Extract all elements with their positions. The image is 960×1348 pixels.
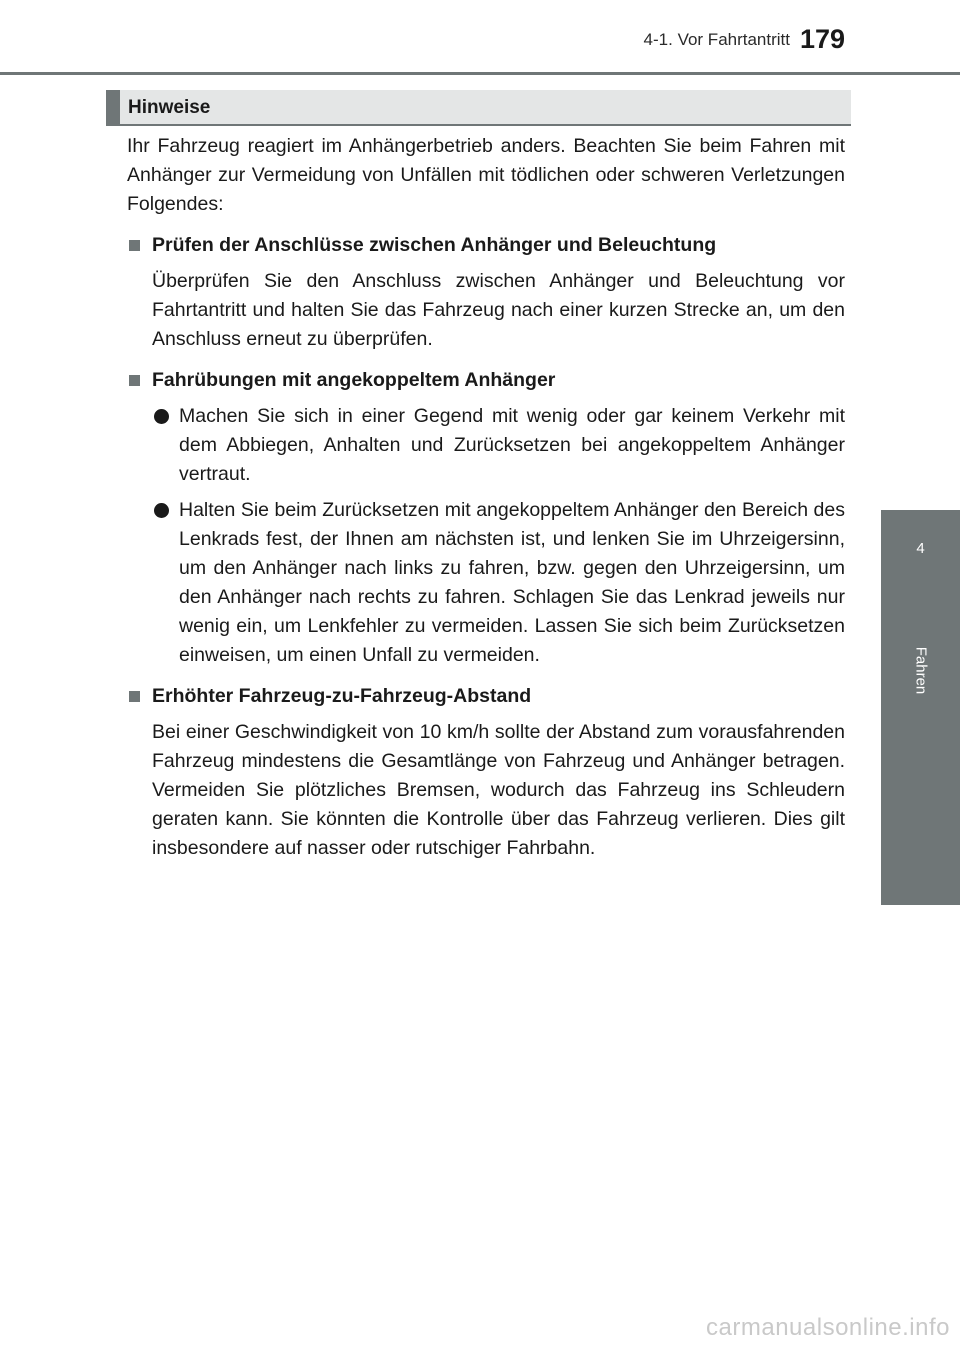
section-heading-text: Fahrübungen mit angekoppeltem Anhänger [152, 369, 556, 391]
list-item [152, 402, 845, 489]
notice-intro: Ihr Fahrzeug reagiert im Anhängerbetrieb anders. Beachten Sie beim Fahren mit Anhänger zur Vermeidung von Unfällen mit tödlichen oder schweren Verletzungen Folgendes: [127, 135, 845, 215]
square-bullet-icon [129, 375, 140, 386]
section-body: Überprüfen Sie den Anschluss zwischen Anhänger und Beleuchtung vor Fahrtantritt und halten Sie das Fahrzeug nach einer kurzen Strecke an, um den Anschluss erneut zu überprüfen. [152, 270, 845, 350]
section-heading-text: Erhöhter Fahrzeug-zu-Fahrzeug-Abstand [152, 685, 532, 707]
round-bullet-icon [154, 503, 169, 518]
section-body: Bei einer Geschwindigkeit von 10 km/h sollte der Abstand zum vorausfahrenden Fahrzeug mindestens die Gesamtlänge von Fahrzeug und Anhänger betragen. Vermeiden Sie plötzliches Bremsen, wodurch das Fahrzeug ins Schleudern geraten kann. Sie könnten die Kontrolle über das Fahrzeug verlieren. Dies gilt insbesondere auf nasser oder rutschiger Fahrbahn. [152, 721, 845, 859]
chapter-label: Fahren [912, 646, 929, 694]
header-section-title: 4-1. Vor Fahrtantritt [643, 30, 790, 49]
watermark: carmanualsonline.info [706, 1314, 950, 1341]
section-heading [127, 366, 845, 395]
header-divider [0, 72, 960, 75]
chapter-side-tab [881, 510, 960, 905]
section-heading [127, 682, 845, 711]
list-item [152, 496, 845, 670]
notice-header-bar [106, 90, 851, 126]
round-bullet-icon [154, 409, 169, 424]
notice-content [127, 132, 845, 863]
list-item-text: Halten Sie beim Zurücksetzen mit angekoppeltem Anhänger den Bereich des Lenkrads fest, der Ihnen am nächsten ist, und lenken Sie im Uhrzeigersinn, um den Anhänger nach links zu fahren, bzw. gegen den Uhrzeigersinn, um den Anhänger nach rechts zu fahren. Schlagen Sie das Lenkrad jeweils nur wenig ein, um Lenkfehler zu vermeiden. Lassen Sie sich beim Zurücksetzen einweisen, um einen Unfall zu vermeiden. [179, 499, 845, 666]
square-bullet-icon [129, 240, 140, 251]
notice-title: Hinweise [128, 97, 211, 118]
chapter-label-wrapper [881, 630, 960, 710]
list-item-text: Machen Sie sich in einer Gegend mit wenig oder gar keinem Verkehr mit dem Abbiegen, Anhalten und Zurücksetzen bei angekoppeltem Anhänger vertraut. [179, 405, 845, 485]
section-heading [127, 231, 845, 260]
section-heading-text: Prüfen der Anschlüsse zwischen Anhänger und Beleuchtung [152, 234, 717, 256]
square-bullet-icon [129, 691, 140, 702]
page-number: 179 [800, 24, 846, 54]
chapter-number: 4 [916, 540, 925, 557]
